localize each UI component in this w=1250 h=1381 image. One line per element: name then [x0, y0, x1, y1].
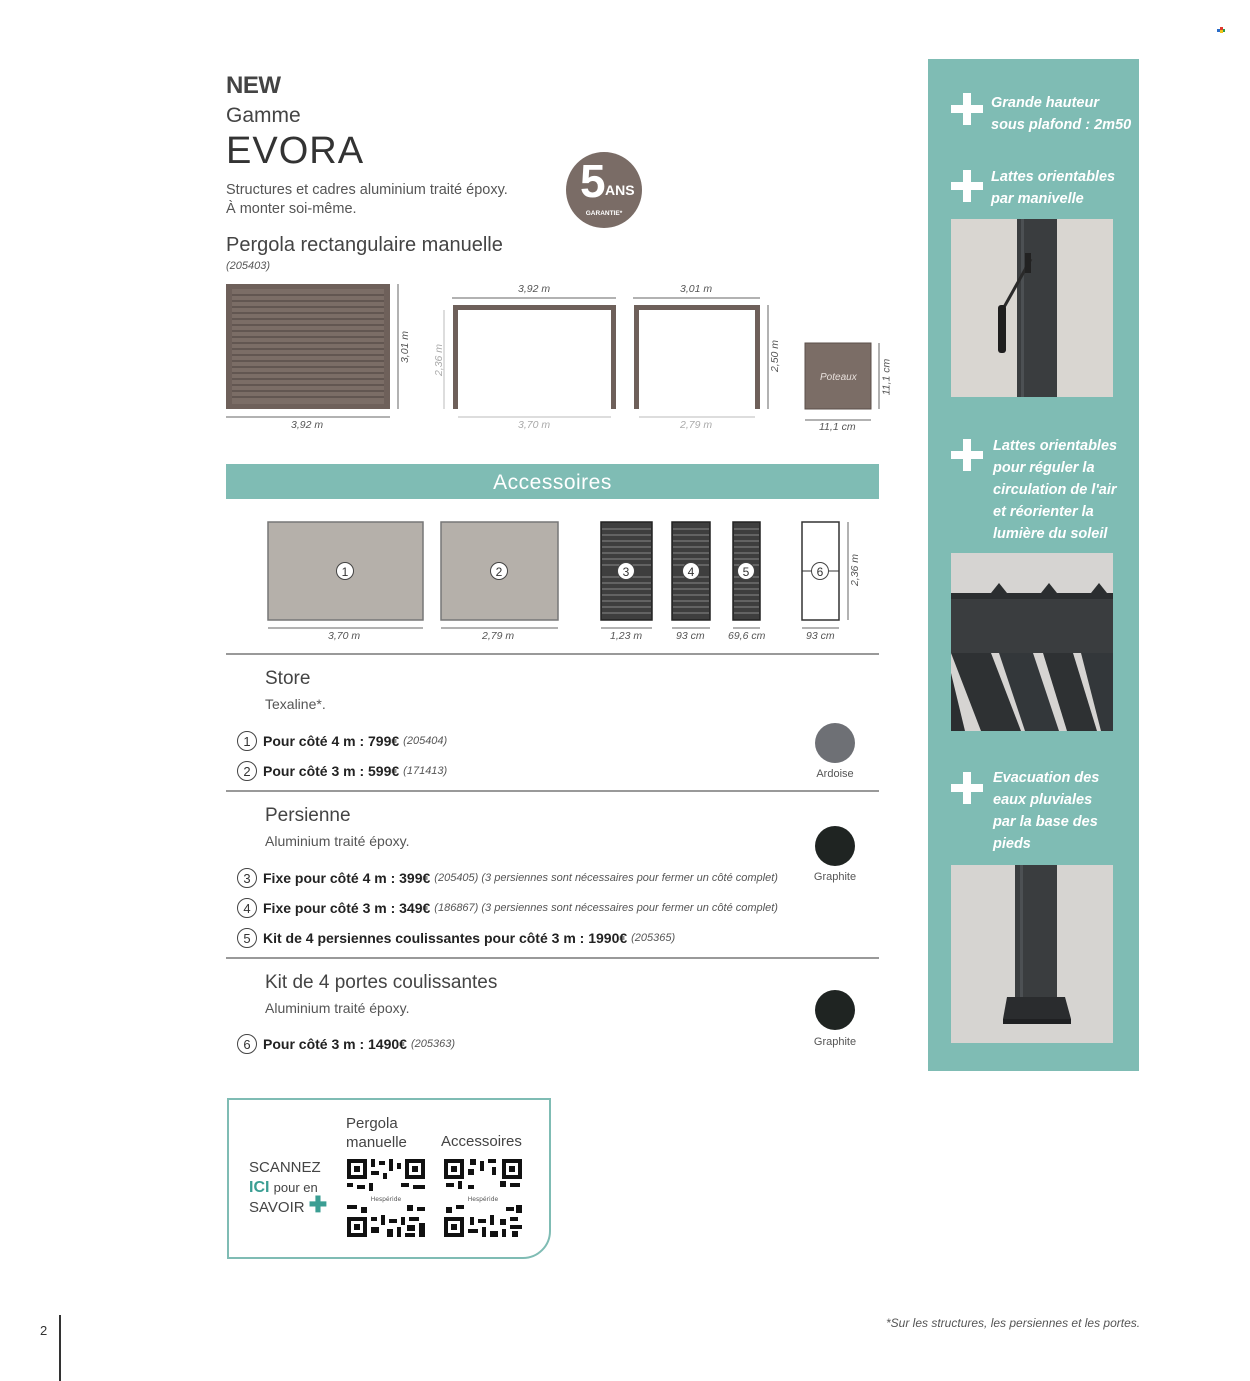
ardoise-label: Ardoise	[816, 768, 854, 780]
accessory-2-dim: 2,79 m	[482, 630, 515, 642]
plus-icon	[951, 93, 983, 125]
warranty-badge	[566, 152, 642, 228]
store-price-1	[237, 731, 447, 751]
accessory-1-dim: 3,70 m	[328, 630, 361, 642]
scan-line-2: ICI pour en	[249, 1179, 318, 1196]
store-subtitle: Texaline*.	[265, 696, 326, 712]
accessory-6-marker: 6	[811, 562, 829, 580]
front-height-dim: 2,36 m	[433, 343, 446, 377]
footnote: *Sur les structures, les persiennes et les portes.	[886, 1316, 1141, 1330]
description-line-1: Structures et cadres aluminium traité époxy.	[226, 182, 508, 198]
persienne-4-label: Fixe pour côté 3 m : 349€	[263, 900, 431, 916]
store-1-marker: 1	[237, 731, 257, 751]
post-base-photo	[951, 865, 1113, 1043]
crank-photo	[951, 219, 1113, 397]
portes-6-ref: (205363)	[410, 1038, 455, 1050]
persienne-4-ref: (186867) (3 persiennes sont nécessaires pour fermer un côté complet)	[434, 902, 778, 914]
store-1-label: Pour côté 4 m : 799€	[263, 733, 400, 749]
pergola-technical-drawings	[220, 280, 900, 440]
feature-4-text: Evacuation des eaux pluviales par la base des pieds	[993, 770, 1100, 852]
top-depth-dim: 3,01 m	[399, 330, 412, 364]
graphite-label: Graphite	[813, 871, 857, 883]
store-price-2	[237, 761, 447, 781]
store-2-marker: 2	[237, 761, 257, 781]
persienne-price-4	[237, 898, 778, 918]
accessory-6-height-dim: 2,36 m	[849, 553, 862, 587]
store-title: Store	[265, 668, 311, 689]
product-description	[226, 181, 508, 219]
plus-icon	[951, 772, 983, 804]
warranty-label: GARANTIE*	[585, 210, 623, 217]
divider	[226, 957, 879, 959]
top-width-dim: 3,92 m	[291, 419, 324, 431]
persienne-4-marker: 4	[237, 898, 257, 918]
ardoise-swatch	[815, 723, 855, 763]
graphite-swatch	[815, 826, 855, 866]
feature-1-text: Grande hauteur sous plafond : 2m50	[991, 95, 1132, 133]
portes-subtitle: Aluminium traité époxy.	[265, 1000, 410, 1016]
side-height-dim: 2,50 m	[769, 339, 782, 373]
store-2-ref: (171413)	[403, 765, 448, 777]
accessory-2-marker: 2	[490, 562, 508, 580]
accessory-6-dim: 93 cm	[806, 630, 835, 642]
qr-code-box	[227, 1098, 551, 1259]
scan-line-3: SAVOIR ✚	[249, 1192, 328, 1217]
store-1-ref: (205404)	[403, 735, 448, 747]
features-sidebar	[928, 59, 1139, 1071]
poteaux-height-dim: 11,1 cm	[880, 358, 893, 396]
color-marks-icon	[1217, 27, 1225, 35]
front-inner-dim: 3,70 m	[518, 419, 551, 431]
feature-3-text: Lattes orientables pour réguler la circulation de l'air et réorienter la lumière du soleil	[993, 438, 1118, 542]
persienne-price-5	[237, 928, 675, 948]
slats-photo	[951, 553, 1113, 731]
persienne-5-marker: 5	[237, 928, 257, 948]
page-number: 2	[40, 1323, 48, 1338]
scan-line-1: SCANNEZ	[249, 1159, 321, 1176]
graphite-swatch-2	[815, 990, 855, 1030]
qr-label-accessoires: Accessoires	[441, 1133, 522, 1150]
portes-price-6	[237, 1034, 455, 1054]
qr-code-accessoires[interactable]	[444, 1159, 522, 1237]
qr-brand-text: Hespéride	[370, 1196, 402, 1203]
accessory-5-marker: 5	[737, 562, 755, 580]
page-margin-line	[59, 1315, 61, 1381]
persienne-3-label: Fixe pour côté 4 m : 399€	[263, 870, 431, 886]
accessory-3-dim: 1,23 m	[610, 630, 643, 642]
divider	[226, 653, 879, 655]
plus-icon	[951, 170, 983, 202]
front-width-dim: 3,92 m	[518, 283, 551, 295]
persienne-3-marker: 3	[237, 868, 257, 888]
feature-2-text: Lattes orientables par manivelle	[991, 169, 1116, 207]
persienne-subtitle: Aluminium traité époxy.	[265, 833, 410, 849]
portes-6-marker: 6	[237, 1034, 257, 1054]
warranty-number: 5	[580, 155, 606, 207]
portes-6-label: Pour côté 3 m : 1490€	[263, 1036, 407, 1052]
accessory-5-dim: 69,6 cm	[728, 630, 766, 642]
portes-title: Kit de 4 portes coulissantes	[265, 972, 498, 993]
scan-text	[249, 1158, 327, 1218]
qr-label-pergola: Pergola manuelle	[346, 1115, 407, 1151]
store-2-label: Pour côté 3 m : 599€	[263, 763, 400, 779]
side-inner-dim: 2,79 m	[680, 419, 713, 431]
persienne-3-ref: (205405) (3 persiennes sont nécessaires pour fermer un côté complet)	[434, 872, 778, 884]
plus-icon	[951, 439, 983, 471]
persienne-5-label: Kit de 4 persiennes coulissantes pour côté 3 m : 1990€	[263, 930, 628, 946]
poteaux-width-dim: 11,1 cm	[819, 421, 856, 433]
gamme-label: Gamme	[226, 104, 301, 127]
new-label: NEW	[226, 72, 281, 99]
accessory-4-marker: 4	[682, 562, 700, 580]
description-line-2: À monter soi-même.	[226, 201, 357, 217]
side-width-dim: 3,01 m	[680, 283, 713, 295]
qr-code-pergola[interactable]	[347, 1159, 425, 1237]
persienne-price-3	[237, 868, 778, 888]
persienne-title: Persienne	[265, 805, 351, 826]
product-title: Pergola rectangulaire manuelle	[226, 234, 503, 256]
qr-brand-text-2: Hespéride	[467, 1196, 499, 1203]
accessory-4-dim: 93 cm	[676, 630, 705, 642]
warranty-unit: ANS	[605, 182, 635, 198]
divider	[226, 790, 879, 792]
poteaux-label: Poteaux	[820, 372, 857, 383]
graphite-label-2: Graphite	[813, 1036, 857, 1048]
accessory-3-marker: 3	[617, 562, 635, 580]
accessory-1-marker: 1	[336, 562, 354, 580]
product-ref: (205403)	[226, 260, 271, 272]
accessories-header: Accessoires	[226, 464, 879, 499]
persienne-5-ref: (205365)	[631, 932, 676, 944]
product-line-title: EVORA	[226, 130, 365, 172]
